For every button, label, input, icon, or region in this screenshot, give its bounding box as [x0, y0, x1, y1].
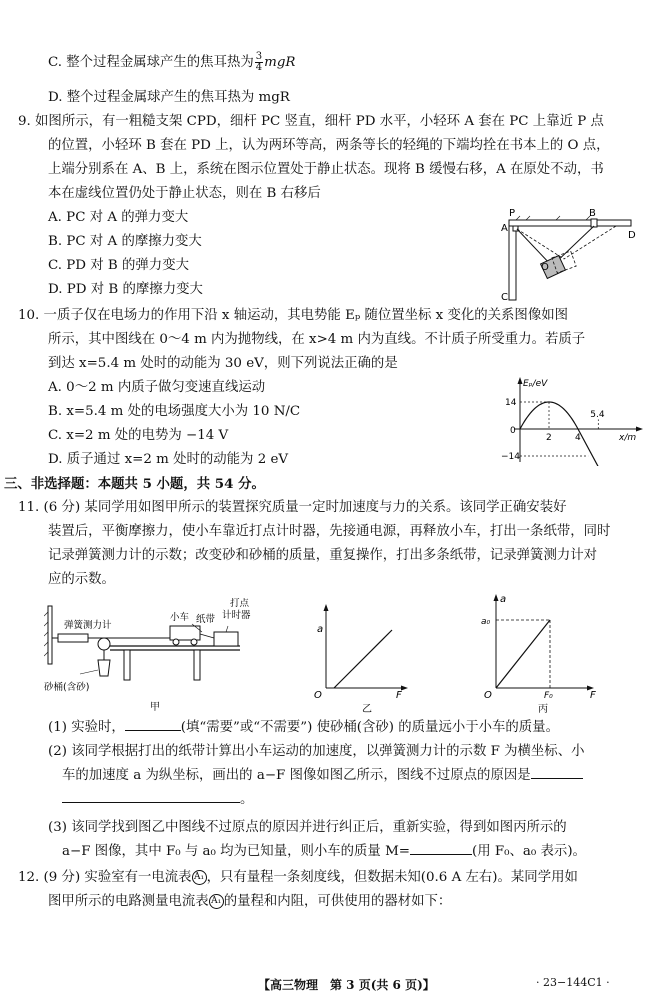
bing-line	[496, 620, 550, 688]
q10-potential-energy-chart	[496, 374, 646, 466]
bing-O-label: O	[484, 690, 492, 701]
q11-sub3-line2: a−F 图像，其中 F₀ 与 a₀ 均为已知量，则小车的质量 M= (用 F₀、a₀ 表示)。	[62, 844, 586, 859]
x-tick-label: 5.4	[590, 410, 605, 420]
caption-bing: 丙	[538, 704, 548, 714]
ammeter-a1-symbol: A₁	[209, 894, 224, 909]
ep-curve	[520, 402, 598, 466]
q11-graph-bing	[478, 590, 608, 714]
q9-stem-line: 上端分别系在 A、B 上，系统在图示位置处于静止状态。现将 B 缓慢右移，A 在原处不动，书	[48, 162, 604, 177]
ammeter-a1-symbol: A₁	[192, 870, 207, 885]
y-axis-arrow	[518, 377, 523, 384]
x-tick-label: 4	[575, 433, 581, 443]
q11-graph-yi	[308, 600, 418, 714]
fraction-3-4: $\frac{3}{4}$	[255, 51, 263, 73]
q9-stem-line: 9. 如图所示，有一粗糙支架 CPD，细杆 PC 竖直，细杆 PD 水平，小轻环 A 套在 PC 上靠近 P 点	[18, 114, 604, 129]
caption-yi: 乙	[362, 704, 372, 714]
q8-option-c: C. 整个过程金属球产生的焦耳热为 $\frac{3}{4}$ mgR	[48, 51, 296, 73]
y-tick-label: −14	[501, 452, 520, 463]
q10-stem-line: 所示，其中图线在 0～4 m 内为抛物线，在 x>4 m 内为直线。不计质子所受重力。若质子	[48, 332, 586, 347]
label-O: O	[541, 262, 549, 273]
tape-label: 纸带	[196, 614, 216, 625]
q10-option-d: D. 质子通过 x=2 m 处时的动能为 2 eV	[48, 452, 289, 467]
bing-F-label: F	[590, 690, 596, 701]
y-tick-label: 14	[505, 397, 517, 408]
x-tick-label: 2	[546, 433, 552, 443]
q9-support-figure	[496, 204, 644, 304]
q10-option-c: C. x=2 m 处的电势为 −14 V	[48, 428, 229, 443]
q11-sub2-blank-a[interactable]	[531, 778, 583, 779]
y-axis-label: Eₚ/eV	[523, 379, 548, 389]
q11-stem-line: 应的示数。	[48, 572, 115, 587]
exam-code: · 23−144C1 ·	[536, 976, 610, 989]
q11-stem-line: 装置后，平衡摩擦力，使小车靠近打点计时器，先接通电源，再释放小车，打出一条纸带，同时	[48, 524, 611, 539]
yi-a-label: a	[317, 624, 324, 635]
q11-sub1: (1) 实验时， (填“需要”或“不需要”) 使砂桶(含砂) 的质量远小于小车的质量。	[48, 720, 559, 735]
bing-F0-label: F₀	[544, 691, 553, 701]
q9-stem-line: 本在虚线位置仍处于静止状态，则在 B 右移后	[48, 186, 321, 201]
q11-sub2-line2: 车的加速度 a 为纵坐标，画出的 a−F 图像如图乙所示，图线不过原点的原因是	[62, 766, 583, 786]
q11-sub3-line1: (3) 该同学找到图乙中图线不过原点的原因并进行纠正后，重新实验，得到如图丙所示的	[48, 820, 567, 835]
timer-label-2: 计时器	[222, 610, 251, 621]
bing-a0-label: a₀	[481, 617, 491, 627]
bucket-label: 砂桶(含砂)	[44, 682, 90, 693]
q12-line2: 图甲所示的电路测量电流表 A₁ 的量程和内阻，可供使用的器材如下：	[48, 894, 452, 909]
caption-jia: 甲	[150, 702, 160, 713]
yi-O-label: O	[314, 690, 322, 701]
section-3-heading: 三、非选择题：本题共 5 小题，共 54 分。	[4, 476, 265, 492]
q9-option-c: C. PD 对 B 的弹力变大	[48, 258, 189, 273]
spring-scale-label: 弹簧测力计	[64, 620, 112, 631]
q12-line1: 12. (9 分) 实验室有一电流表 A₁ ，只有量程一条刻度线，但数据未知(0.6 A 左右)。某同学用如	[18, 870, 578, 885]
x-axis-arrow	[636, 427, 643, 432]
label-A: A	[501, 223, 508, 234]
yi-F-label: F	[396, 690, 402, 701]
q9-option-d: D. PD 对 B 的摩擦力变大	[48, 282, 203, 297]
page-footer: 【高三物理 第 3 页(共 6 页)】	[258, 978, 435, 992]
q11-apparatus-figure-jia	[44, 598, 254, 714]
q11-sub2-blank-b[interactable]	[62, 802, 240, 803]
q8-option-d: D. 整个过程金属球产生的焦耳热为 mgR	[48, 90, 290, 105]
q10-stem-line: 10. 一质子仅在电场力的作用下沿 x 轴运动，其电势能 Eₚ 随位置坐标 x 变化的关系图像如图	[18, 308, 568, 323]
q11-sub2-line1: (2) 该同学根据打出的纸带计算出小车运动的加速度，以弹簧测力计的示数 F 为横坐标、小	[48, 744, 585, 759]
origin-label: 0	[510, 426, 516, 436]
q11-stem-line: 11. (6 分) 某同学用如图甲所示的装置探究质量一定时加速度与力的关系。该同学正确安装好	[18, 500, 567, 515]
q11-stem-line: 记录弹簧测力计的示数；改变砂和砂桶的质量，重复操作，打出多条纸带，记录弹簧测力计对	[48, 548, 598, 563]
yi-line	[334, 630, 392, 688]
q10-option-a: A. 0～2 m 内质子做匀变速直线运动	[48, 380, 266, 395]
label-B: B	[589, 208, 596, 219]
q10-option-b: B. x=5.4 m 处的电场强度大小为 10 N/C	[48, 404, 301, 419]
q10-stem-line: 到达 x=5.4 m 处时的动能为 30 eV，则下列说法正确的是	[48, 356, 398, 371]
car-label: 小车	[170, 612, 190, 623]
label-P: P	[509, 208, 516, 219]
bing-a-label: a	[500, 594, 507, 605]
x-axis-label: x/m	[619, 433, 637, 443]
timer-label-1: 打点	[230, 598, 250, 609]
q11-sub1-blank[interactable]	[125, 730, 181, 731]
q11-sub3-blank[interactable]	[410, 854, 472, 855]
q9-option-b: B. PC 对 A 的摩擦力变大	[48, 234, 202, 249]
label-D: D	[628, 230, 636, 241]
label-C: C	[501, 292, 508, 303]
q9-stem-line: 的位置，小轻环 B 套在 PD 上，认为两环等高，两条等长的轻绳的下端均拴在书本上的 O 点，	[48, 138, 610, 153]
q9-option-a: A. PC 对 A 的弹力变大	[48, 210, 189, 225]
q11-sub2-line3: 。	[62, 790, 253, 810]
